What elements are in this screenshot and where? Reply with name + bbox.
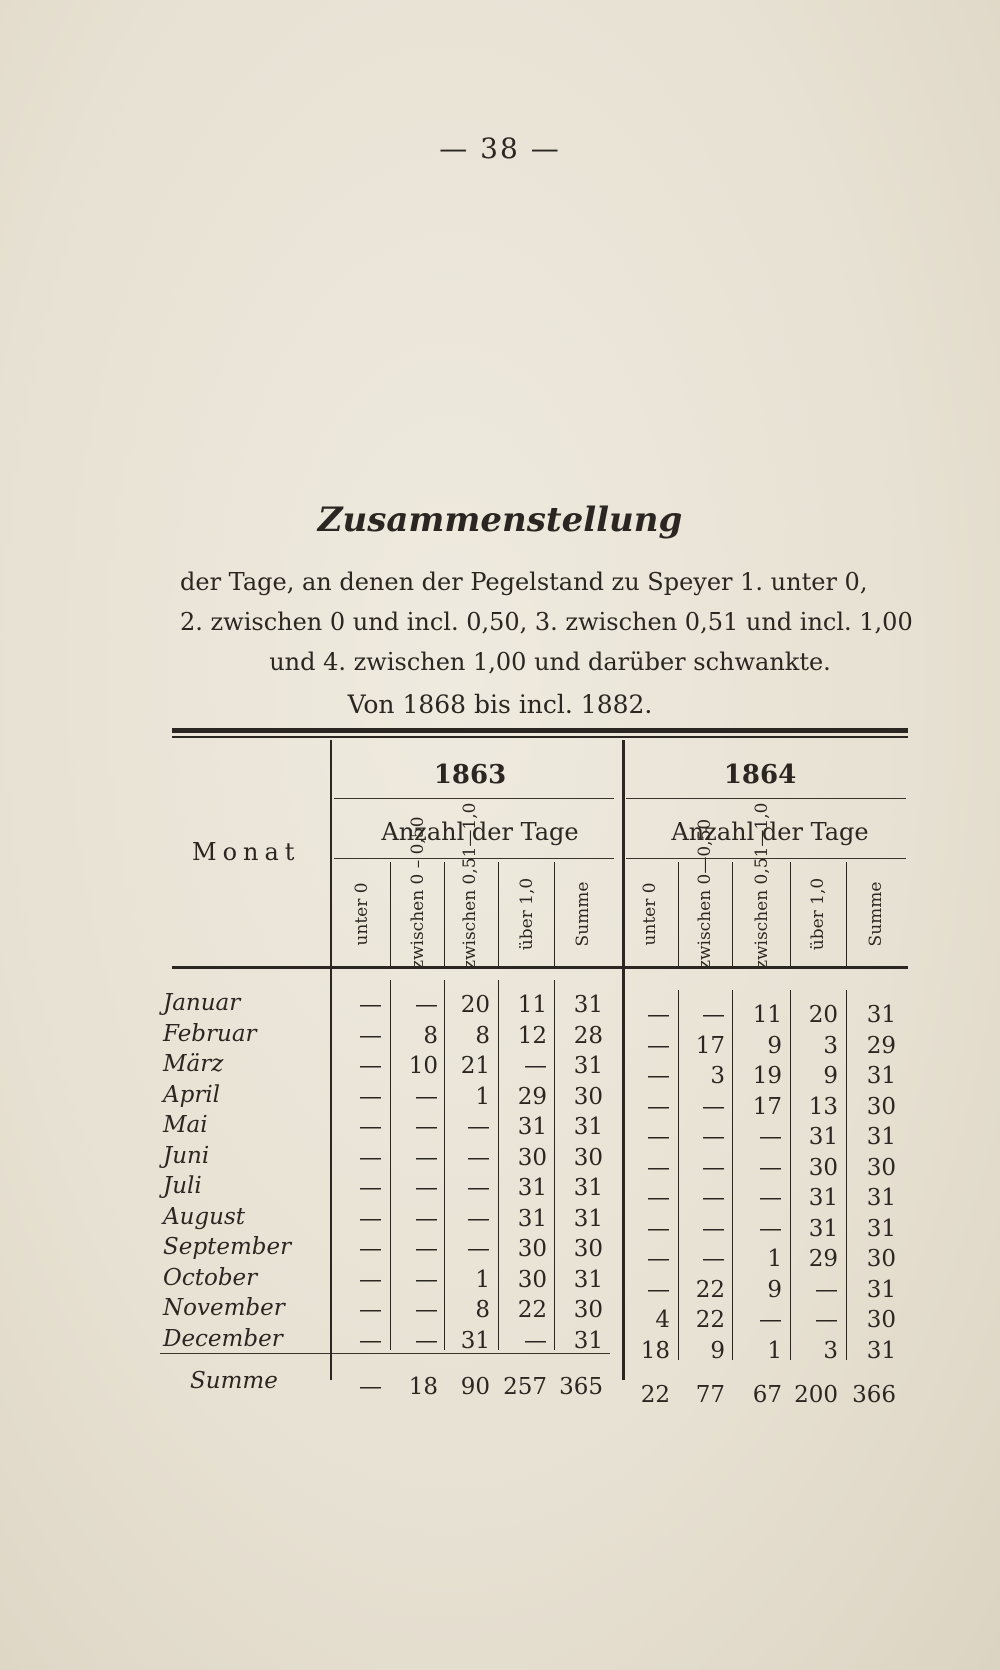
- cell-1864: —: [647, 1032, 670, 1059]
- cell-1864: —: [647, 1246, 670, 1272]
- sum-1864: 22: [640, 1382, 670, 1408]
- month-label: Mai: [163, 1112, 208, 1138]
- cell-1864: 3: [710, 1063, 725, 1089]
- header-rule: [172, 966, 908, 969]
- cell-1863: —: [359, 1114, 382, 1140]
- body-sep-1864: [790, 990, 791, 1360]
- sum-1863: 365: [559, 1374, 603, 1400]
- subheader-1863: Anzahl der Tage: [381, 818, 579, 846]
- cell-1863: —: [359, 1205, 382, 1232]
- col-sep-0: [390, 862, 391, 966]
- month-label: Februar: [163, 1020, 257, 1047]
- cell-1864: —: [759, 1124, 782, 1150]
- cell-1864: 31: [808, 1215, 838, 1242]
- monat-header: Monat: [192, 838, 301, 866]
- cell-1863: —: [415, 1327, 438, 1354]
- col-sep-1: [444, 862, 445, 966]
- cell-1864: 9: [823, 1063, 838, 1089]
- top-rule-thin: [172, 736, 908, 738]
- cell-1864: —: [702, 1246, 725, 1272]
- cell-1863: 8: [475, 1297, 490, 1323]
- cell-1863: 30: [517, 1236, 547, 1262]
- cell-1864: 29: [866, 1032, 896, 1059]
- sum-1863: —: [359, 1374, 382, 1400]
- cell-1864: 4: [655, 1307, 670, 1333]
- cell-1864: 20: [808, 1002, 838, 1028]
- cell-1864: —: [815, 1276, 838, 1303]
- cell-1863: 1: [475, 1083, 490, 1110]
- cell-1864: 31: [866, 1124, 896, 1150]
- cell-1864: —: [759, 1307, 782, 1333]
- cell-1864: 17: [695, 1032, 725, 1059]
- cell-1864: 3: [823, 1032, 838, 1059]
- page-title: Zusammenstellung: [317, 500, 683, 540]
- cell-1863: —: [415, 1236, 438, 1262]
- cell-1864: 22: [695, 1276, 725, 1303]
- cell-1863: 1: [475, 1266, 490, 1293]
- cell-1863: —: [359, 1083, 382, 1110]
- cell-1864: 30: [866, 1246, 896, 1272]
- cell-1863: 31: [517, 1205, 547, 1232]
- cell-1863: 21: [460, 1053, 490, 1079]
- cell-1863: 30: [573, 1236, 603, 1262]
- month-label: März: [163, 1051, 224, 1077]
- sum-label: Summe: [190, 1368, 278, 1394]
- col-sep-7: [846, 862, 847, 966]
- cell-1863: 30: [573, 1297, 603, 1323]
- month-label: October: [163, 1264, 258, 1291]
- cell-1864: —: [702, 1002, 725, 1028]
- month-label: Juni: [163, 1142, 210, 1169]
- body-sep-1863: [444, 980, 445, 1350]
- cell-1864: 11: [752, 1002, 782, 1028]
- cell-1864: —: [759, 1215, 782, 1242]
- col-sep-2: [498, 862, 499, 966]
- subheader-1864: Anzahl der Tage: [671, 818, 869, 846]
- cell-1863: —: [524, 1053, 547, 1079]
- cell-1864: 19: [752, 1063, 782, 1089]
- cell-1864: 29: [808, 1246, 838, 1272]
- col-header-1863-0: unter 0: [352, 882, 372, 946]
- cell-1863: —: [359, 1144, 382, 1171]
- cell-1864: 22: [695, 1307, 725, 1333]
- cell-1864: —: [759, 1185, 782, 1211]
- cell-1863: —: [359, 1175, 382, 1201]
- cell-1863: —: [359, 1327, 382, 1354]
- cell-1864: 31: [866, 1002, 896, 1028]
- cell-1864: —: [815, 1307, 838, 1333]
- cell-1864: 9: [710, 1337, 725, 1364]
- month-label: August: [163, 1203, 246, 1230]
- cell-1863: 31: [573, 992, 603, 1018]
- cell-1863: —: [415, 1175, 438, 1201]
- cell-1863: 31: [573, 1327, 603, 1354]
- year-heading-1864: 1864: [723, 760, 797, 790]
- cell-1864: —: [647, 1276, 670, 1303]
- cell-1864: —: [647, 1154, 670, 1181]
- cell-1863: —: [359, 992, 382, 1018]
- body-sep-1863: [390, 980, 391, 1350]
- year-heading-1863: 1863: [433, 760, 507, 790]
- cell-1864: 31: [866, 1185, 896, 1211]
- cell-1863: —: [359, 1236, 382, 1262]
- cell-1864: —: [702, 1124, 725, 1150]
- cell-1864: 30: [866, 1093, 896, 1120]
- sum-1864: 67: [752, 1382, 782, 1408]
- col-header-1864-0: unter 0: [640, 882, 660, 946]
- cell-1864: —: [647, 1185, 670, 1211]
- cell-1864: —: [702, 1215, 725, 1242]
- period-subtitle: Von 1868 bis incl. 1882.: [347, 690, 653, 719]
- cell-1864: —: [759, 1154, 782, 1181]
- cell-1864: 31: [866, 1276, 896, 1303]
- cell-1863: —: [415, 1083, 438, 1110]
- body-sep-1863: [498, 980, 499, 1350]
- cell-1864: 1: [767, 1337, 782, 1364]
- cell-1864: —: [647, 1063, 670, 1089]
- cell-1864: —: [647, 1002, 670, 1028]
- cell-1863: 30: [517, 1266, 547, 1293]
- cell-1863: 31: [517, 1114, 547, 1140]
- col-sep-3: [554, 862, 555, 966]
- cell-1863: 29: [517, 1083, 547, 1110]
- top-rule-thick: [172, 728, 908, 733]
- body-sep-1864: [678, 990, 679, 1360]
- cell-1864: 30: [808, 1154, 838, 1181]
- cell-1864: 31: [808, 1185, 838, 1211]
- cell-1863: —: [415, 1114, 438, 1140]
- col-sep-5: [732, 862, 733, 966]
- cell-1864: 18: [640, 1337, 670, 1364]
- col-header-1863-2: zwischen 0,51—1,0: [460, 802, 480, 969]
- cell-1864: —: [647, 1124, 670, 1150]
- cell-1863: —: [467, 1114, 490, 1140]
- cell-1863: 30: [573, 1144, 603, 1171]
- intro-line-2: 2. zwischen 0 und incl. 0,50, 3. zwischen 0,51 und incl. 1,00: [180, 608, 913, 636]
- cell-1863: 8: [423, 1022, 438, 1049]
- cell-1863: 31: [460, 1327, 490, 1354]
- cell-1864: 3: [823, 1337, 838, 1364]
- cell-1863: 28: [573, 1022, 603, 1049]
- col-header-1863-4: Summe: [573, 881, 593, 947]
- month-label: December: [163, 1325, 283, 1352]
- page-number: — 38 —: [439, 132, 561, 165]
- month-label: April: [163, 1081, 221, 1108]
- cell-1863: 30: [573, 1083, 603, 1110]
- col-header-1863-1: zwischen 0 – 0,50: [408, 816, 428, 969]
- cell-1864: 31: [866, 1063, 896, 1089]
- intro-line-1: der Tage, an denen der Pegelstand zu Speyer 1. unter 0,: [180, 568, 868, 596]
- cell-1863: —: [467, 1144, 490, 1171]
- cell-1863: 31: [573, 1053, 603, 1079]
- cell-1863: 22: [517, 1297, 547, 1323]
- sum-1863: 18: [408, 1374, 438, 1400]
- body-sep-1864: [846, 990, 847, 1360]
- cell-1864: 13: [808, 1093, 838, 1120]
- cell-1863: 10: [408, 1053, 438, 1079]
- cell-1864: 1: [767, 1246, 782, 1272]
- col-header-1864-4: Summe: [866, 881, 886, 947]
- sum-1864: 366: [852, 1382, 896, 1408]
- col-header-1863-3: über 1,0: [517, 877, 537, 951]
- cell-1863: —: [359, 1266, 382, 1293]
- month-label: Juli: [163, 1173, 202, 1199]
- cell-1864: —: [702, 1185, 725, 1211]
- cell-1864: 31: [808, 1124, 838, 1150]
- cell-1864: 17: [752, 1093, 782, 1120]
- cell-1863: 31: [573, 1205, 603, 1232]
- intro-line-3: und 4. zwischen 1,00 und darüber schwankte.: [269, 648, 831, 676]
- cell-1864: —: [647, 1093, 670, 1120]
- cell-1863: 31: [573, 1175, 603, 1201]
- sum-1863: 90: [460, 1374, 490, 1400]
- year-rule-1864: [626, 798, 906, 799]
- cell-1863: —: [467, 1175, 490, 1201]
- cell-1863: —: [415, 1297, 438, 1323]
- cell-1864: —: [702, 1154, 725, 1181]
- cell-1863: 31: [573, 1266, 603, 1293]
- sum-1864: 200: [794, 1382, 838, 1408]
- year-rule-1863: [334, 798, 614, 799]
- cell-1863: —: [524, 1327, 547, 1354]
- cell-1863: 30: [517, 1144, 547, 1171]
- col-header-1864-3: über 1,0: [808, 877, 828, 951]
- month-label: November: [163, 1295, 285, 1321]
- month-label: September: [163, 1234, 292, 1260]
- cell-1863: —: [359, 1053, 382, 1079]
- cell-1863: 20: [460, 992, 490, 1018]
- col-sep-4: [678, 862, 679, 966]
- cell-1863: —: [415, 992, 438, 1018]
- cell-1864: 9: [767, 1276, 782, 1303]
- sum-1864: 77: [695, 1382, 725, 1408]
- cell-1863: 31: [517, 1175, 547, 1201]
- body-sep-1864: [732, 990, 733, 1360]
- sum-1863: 257: [503, 1374, 547, 1400]
- cell-1864: 30: [866, 1307, 896, 1333]
- cell-1863: 8: [475, 1022, 490, 1049]
- cell-1863: —: [415, 1205, 438, 1232]
- cell-1863: —: [359, 1297, 382, 1323]
- col-sep-6: [790, 862, 791, 966]
- intro-text: [180, 562, 920, 682]
- col-header-1864-1: zwischen 0—0,50: [695, 818, 715, 969]
- body-sep-1863: [554, 980, 555, 1350]
- cell-1863: —: [359, 1022, 382, 1049]
- cell-1864: 30: [866, 1154, 896, 1181]
- month-label: Januar: [163, 990, 241, 1016]
- col-header-1864-2: zwischen 0,51—1,0: [752, 802, 772, 969]
- cell-1863: —: [467, 1205, 490, 1232]
- cell-1864: 31: [866, 1337, 896, 1364]
- cell-1863: 31: [573, 1114, 603, 1140]
- cell-1863: 11: [517, 992, 547, 1018]
- cell-1864: 9: [767, 1032, 782, 1059]
- cell-1863: —: [415, 1266, 438, 1293]
- cell-1863: 12: [517, 1022, 547, 1049]
- cell-1863: —: [415, 1144, 438, 1171]
- cell-1864: 31: [866, 1215, 896, 1242]
- cell-1864: —: [702, 1093, 725, 1120]
- cell-1864: —: [647, 1215, 670, 1242]
- cell-1863: —: [467, 1236, 490, 1262]
